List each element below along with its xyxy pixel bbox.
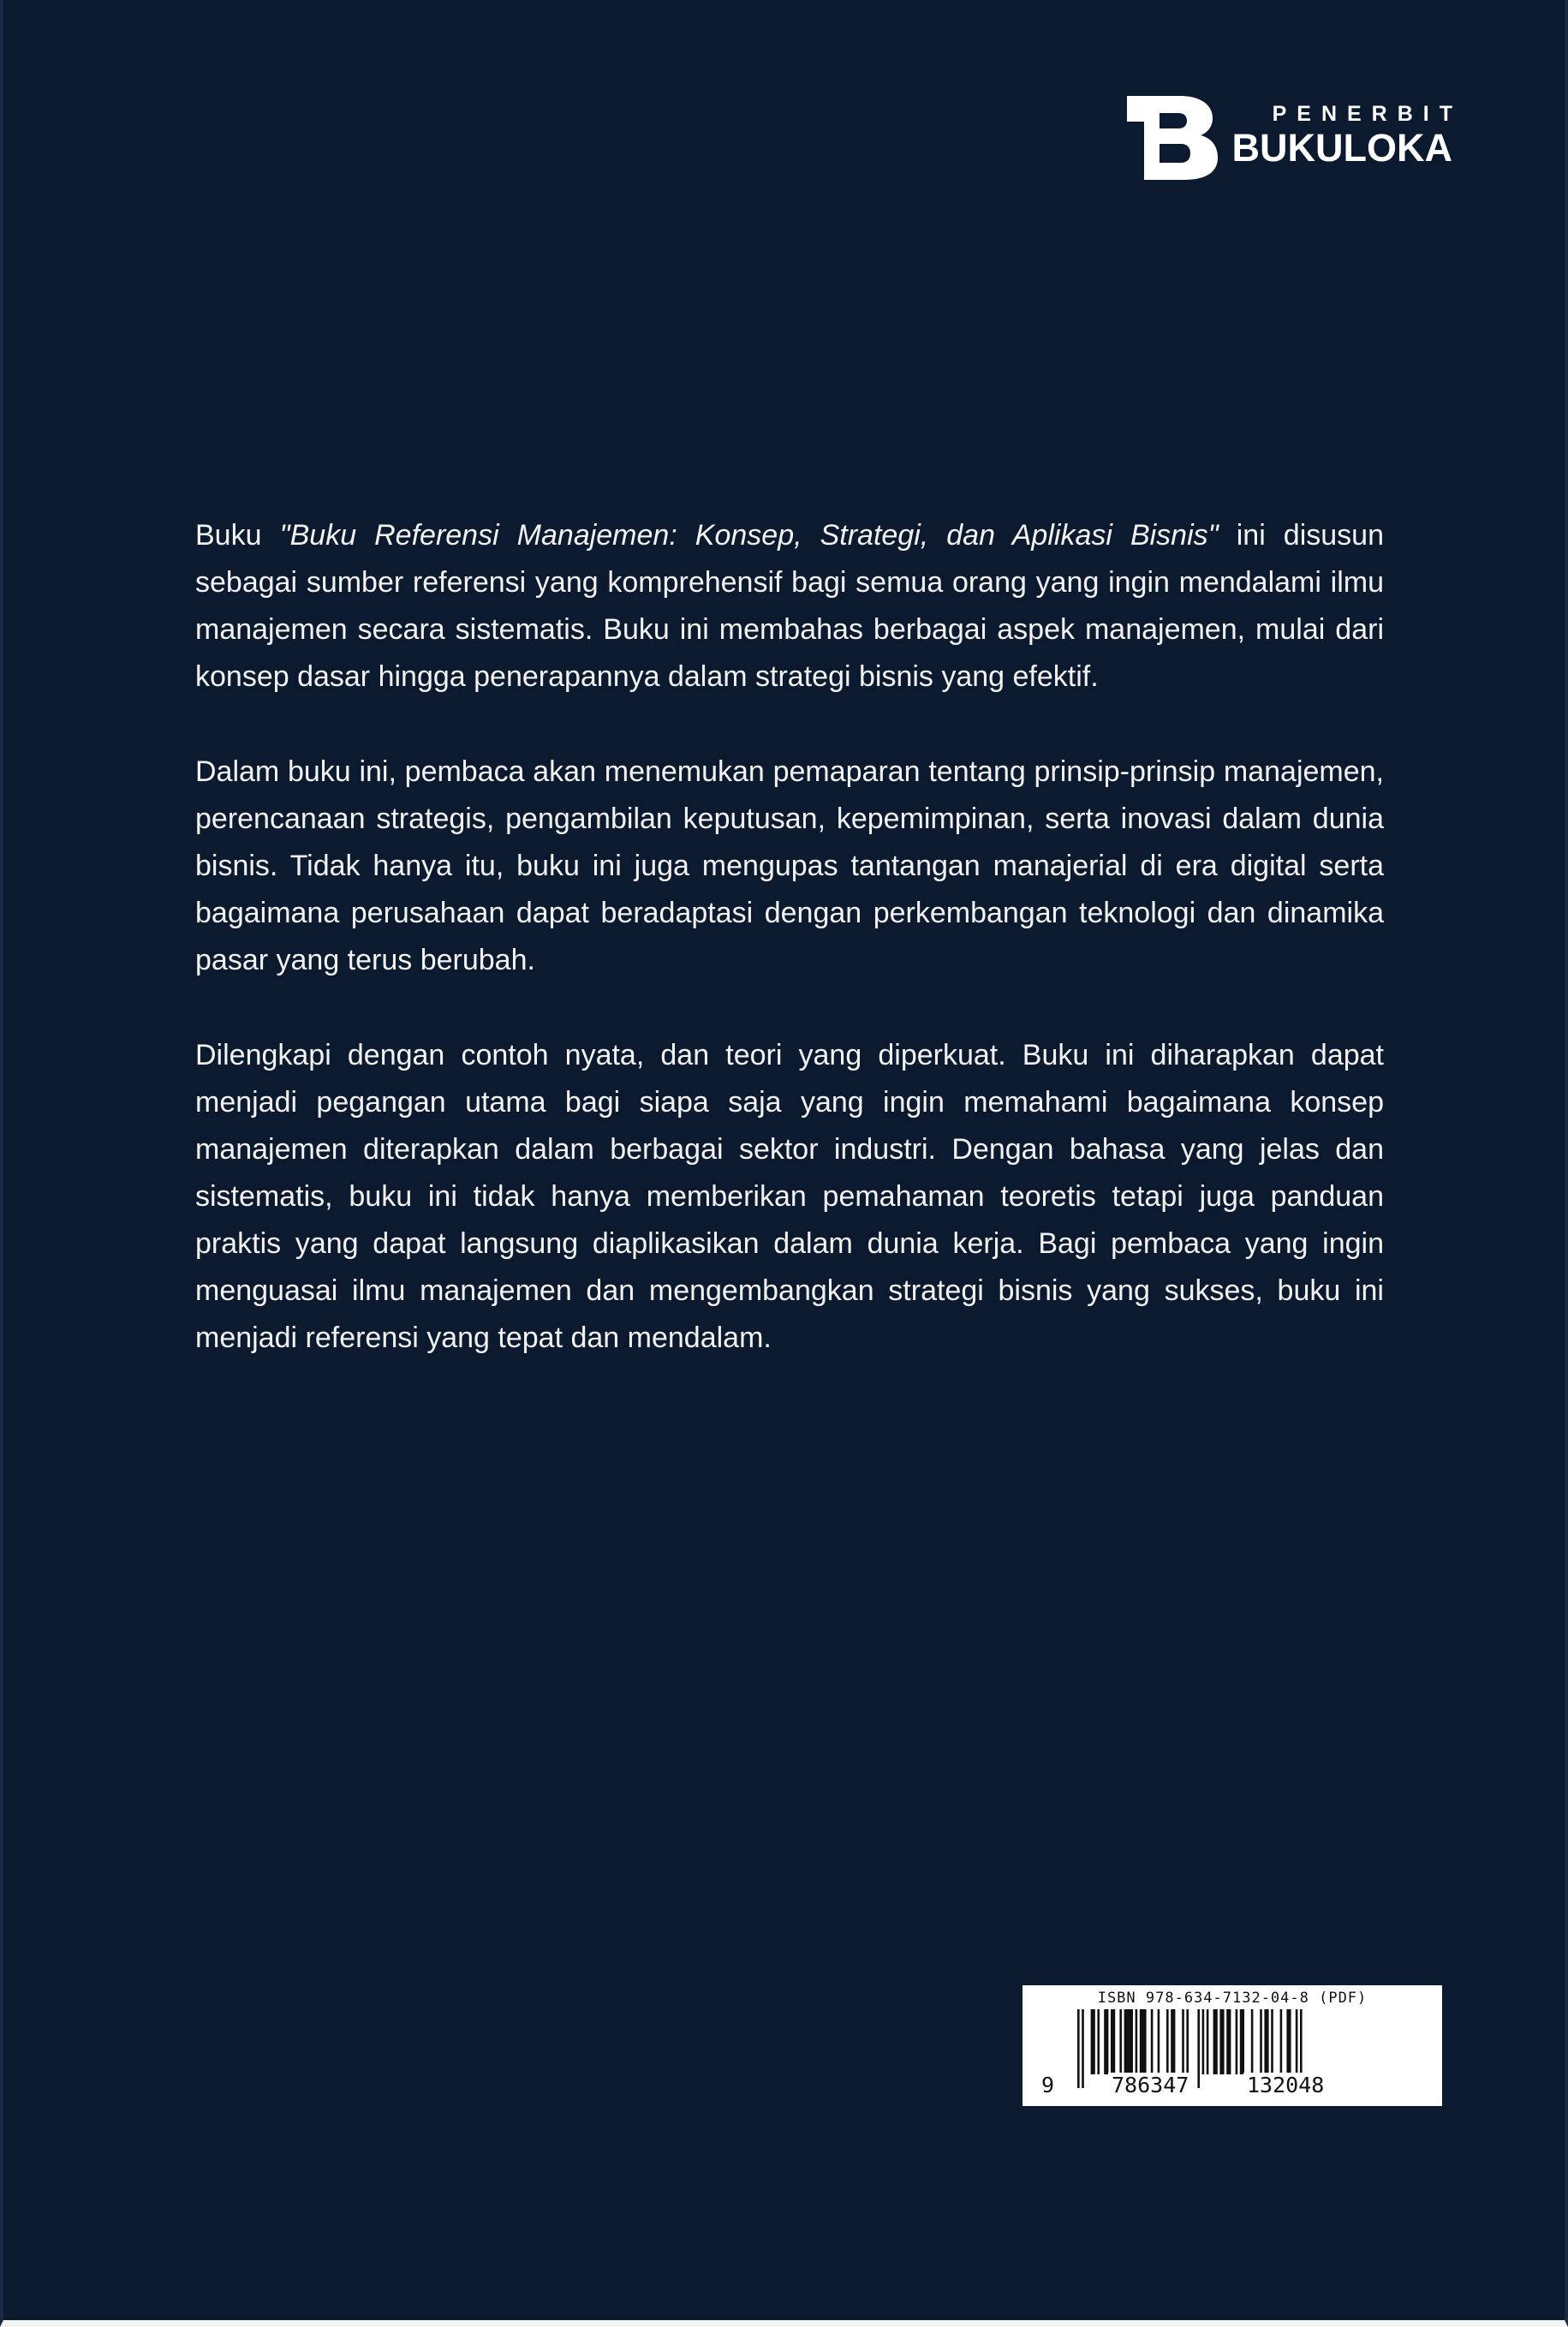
barcode-bar [1219,2009,1224,2074]
publisher-logo [1127,96,1463,180]
barcode-bar [1260,2009,1262,2074]
barcode-bar [1091,2009,1095,2074]
isbn-barcode-box [1022,1985,1442,2106]
barcode-bar [1104,2009,1108,2074]
barcode-bar [1111,2009,1115,2074]
barcode-bar [1286,2009,1291,2074]
isbn-left-digits: 786347 [1108,2073,1192,2098]
isbn-right-digits: 132048 [1243,2073,1327,2098]
barcode-bar [1240,2009,1244,2074]
blurb-paragraph-1 [195,512,1384,701]
isbn-label: ISBN 978-634-7132-04-8 (PDF) [1097,1990,1368,2007]
barcode-bar [1171,2009,1175,2074]
publisher-label-main: BUKULOKA [1231,126,1452,170]
barcode-bar [1236,2009,1238,2074]
blurb-p1-lead: Buku [195,519,280,552]
barcode-bar [1140,2009,1147,2074]
barcode-bar [1271,2009,1273,2074]
barcode-bar [1213,2009,1218,2074]
barcode-bar [1151,2009,1154,2074]
barcode-bar [1077,2009,1080,2088]
barcode-bar [1082,2009,1084,2088]
blurb-paragraph-2: Dalam buku ini, pembaca akan menemukan pemaparan tentang prinsip-prinsip manajemen, perencanaan strategis, pengambilan keputusan, kepemimpinan, serta inovasi dalam dunia bisnis. Tidak hanya itu, buku ini juga mengupas tantangan manajerial di era digital serta bagaimana perusahaan dapat beradaptasi dengan perkembangan teknologi dan dinamika pasar yang terus berubah. [195,755,1384,976]
barcode-bar [1207,2009,1209,2074]
blurb-p1-rest: ini disusun sebagai sumber referensi yang komprehensif bagi semua orang yang ingin mendalami ilmu manajemen secara sistematis. Buku ini membahas berbagai aspek manajemen, mulai dari konsep dasar hingga penerapannya dalam strategi bisnis yang efektif. [195,519,1384,693]
barcode-bar [1097,2009,1100,2074]
book-title: "Buku Referensi Manajemen: Konsep, Strategi, dan Aplikasi Bisnis" [279,519,1219,552]
barcode-bar [1124,2009,1133,2074]
barcode-bar [1166,2009,1169,2074]
barcode-bar [1264,2009,1268,2074]
barcode-bar [1136,2009,1138,2074]
barcode-bar [1226,2009,1231,2074]
barcode-bar [1251,2009,1254,2074]
barcode-bar [1202,2009,1205,2074]
publisher-label-small: PENERBIT [1272,102,1463,126]
bukuloka-b-logo-icon [1127,96,1221,180]
barcode-bar [1158,2009,1160,2074]
barcode-bar [1182,2009,1184,2074]
blurb-paragraph-3: Dilengkapi dengan contoh nyata, dan teori yang diperkuat. Buku ini diharapkan dapat menjadi pegangan utama bagi siapa saja yang ingin memahami bagaimana konsep manajemen diterapkan dalam berbagai sektor industri. Dengan bahasa yang jelas dan sistematis, buku ini tidak hanya memberikan pemahaman teoretis tetapi juga panduan praktis yang dapat langsung diaplikasikan dalam dunia kerja. Bagi pembaca yang ingin menguasai ilmu manajemen dan mengembangkan strategi bisnis yang sukses, buku ini menjadi referensi yang tepat dan mendalam. [195,1039,1384,1354]
barcode-bar [1197,2009,1200,2088]
barcode-bar [1280,2009,1283,2074]
barcode-bar [1119,2009,1122,2074]
publisher-name [1230,101,1463,170]
book-blurb [195,512,1384,1410]
isbn-lead-digit: 9 [1038,2073,1058,2098]
